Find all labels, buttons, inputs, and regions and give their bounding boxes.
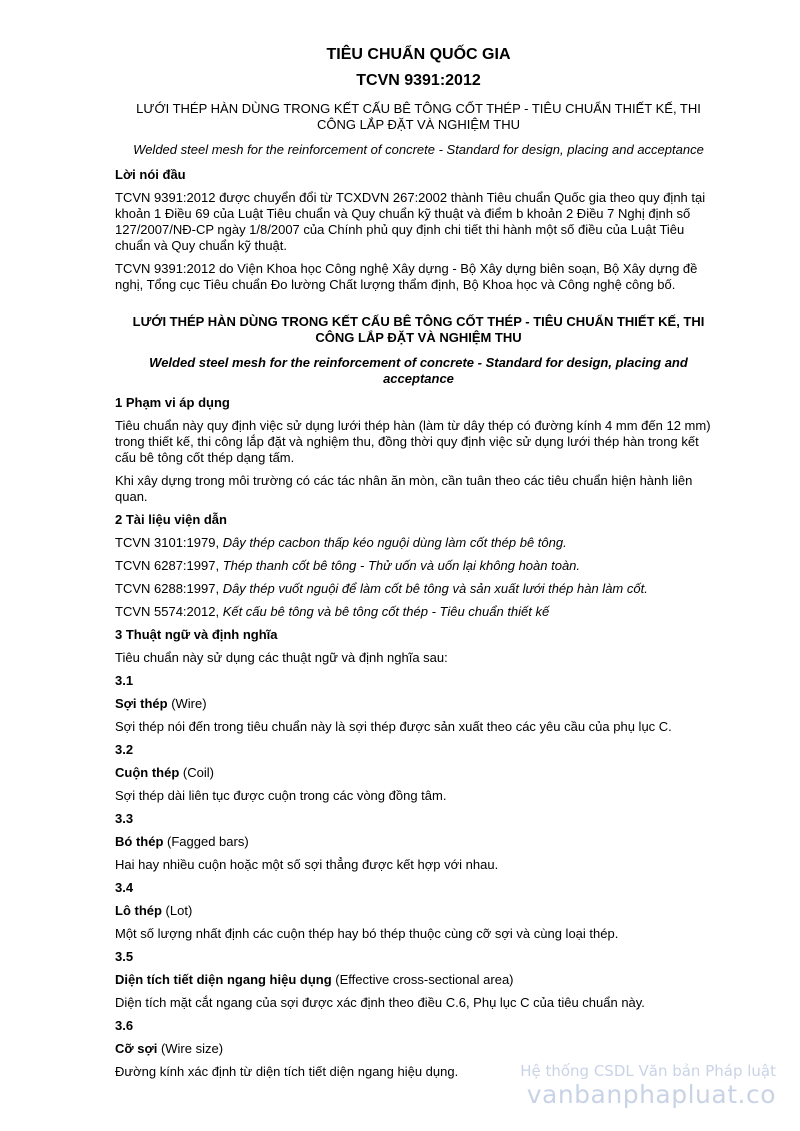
- term-number: 3.3: [115, 811, 134, 826]
- document-title: TIÊU CHUẨN QUỐC GIA: [326, 46, 511, 63]
- watermark: [520, 1062, 776, 1110]
- standard-code: TCVN 9391:2012: [356, 72, 481, 89]
- term-number: 3.5: [115, 949, 134, 964]
- reference-item: TCVN 5574:2012, Kết cấu bê tông và bê tông cốt thép - Tiêu chuẩn thiết kế: [115, 604, 550, 619]
- body-english-title: Welded steel mesh for the reinforcement of concrete - Standard for design, placing and acceptance: [149, 355, 688, 386]
- term-definition: Sợi thép dài liên tục được cuộn trong các vòng đồng tâm.: [115, 788, 447, 803]
- foreword-paragraph: TCVN 9391:2012 do Viện Khoa học Công nghệ Xây dựng - Bộ Xây dựng biên soạn, Bộ Xây dựng đề nghị, Tổng cục Tiêu chuẩn Đo lường Chất lượng thẩm định, Bộ Khoa học và Công nghệ công bố.: [115, 261, 698, 292]
- section-paragraph: Tiêu chuẩn này quy định việc sử dụng lưới thép hàn (làm từ dây thép có đường kính 4 mm đến 12 mm) trong thiết kế, thi công lắp đặt và nghiệm thu, đồng thời quy định việc sử dụng lưới thép hàn trong kết cấu bê tông cốt thép dạng tấm.: [115, 418, 711, 465]
- reference-item: TCVN 6287:1997, Thép thanh cốt bê tông - Thử uốn và uốn lại không hoàn toàn.: [115, 558, 581, 573]
- document-page: [115, 45, 722, 1087]
- foreword-paragraph: TCVN 9391:2012 được chuyển đổi từ TCXDVN 267:2002 thành Tiêu chuẩn Quốc gia theo quy định tại khoản 1 Điều 69 của Luật Tiêu chuẩn và Quy chuẩn kỹ thuật và điểm b khoản 2 Điều 7 Nghị định số 127/2007/NĐ-CP ngày 1/8/2007 của Chính phủ quy định chi tiết thi hành một số điều của Luật Tiêu chuẩn và Quy chuẩn kỹ thuật.: [115, 190, 706, 253]
- english-title: Welded steel mesh for the reinforcement of concrete - Standard for design, placing and acceptance: [133, 142, 704, 157]
- body-title: LƯỚI THÉP HÀN DÙNG TRONG KẾT CẤU BÊ TÔNG CỐT THÉP - TIÊU CHUẨN THIẾT KẾ, THI CÔNG LẮP ĐẶT VÀ NGHIỆM THU: [132, 314, 705, 345]
- section-paragraph: Khi xây dựng trong môi trường có các tác nhân ăn mòn, cần tuân theo các tiêu chuẩn hiện hành liên quan.: [115, 473, 693, 504]
- term-definition: Diện tích mặt cắt ngang của sợi được xác định theo điều C.6, Phụ lục C của tiêu chuẩn này.: [115, 995, 645, 1010]
- term-name: Lô thép (Lot): [115, 903, 193, 918]
- watermark-caption: Hệ thống CSDL Văn bản Pháp luật: [520, 1062, 776, 1080]
- term-number: 3.2: [115, 742, 134, 757]
- term-number: 3.6: [115, 1018, 134, 1033]
- term-definition: Một số lượng nhất định các cuộn thép hay bó thép thuộc cùng cỡ sợi và cùng loại thép.: [115, 926, 619, 941]
- term-definition: Hai hay nhiều cuộn hoặc một số sợi thẳng được kết hợp với nhau.: [115, 857, 499, 872]
- reference-item: TCVN 3101:1979, Dây thép cacbon thấp kéo nguội dùng làm cốt thép bê tông.: [115, 535, 567, 550]
- term-name: Diện tích tiết diện ngang hiệu dụng (Effective cross-sectional area): [115, 972, 514, 987]
- term-name: Bó thép (Fagged bars): [115, 834, 249, 849]
- term-number: 3.4: [115, 880, 134, 895]
- term-number: 3.1: [115, 673, 134, 688]
- term-definition: Đường kính xác định từ diện tích tiết diện ngang hiệu dụng.: [115, 1064, 459, 1079]
- reference-item: TCVN 6288:1997, Dây thép vuốt nguội để làm cốt bê tông và sản xuất lưới thép hàn làm cốt.: [115, 581, 648, 596]
- section-heading: 1 Phạm vi áp dụng: [115, 395, 230, 410]
- term-name: Cuộn thép (Coil): [115, 765, 214, 780]
- section-heading: 3 Thuật ngữ và định nghĩa: [115, 627, 278, 642]
- foreword-heading: Lời nói đầu: [115, 167, 186, 182]
- term-definition: Sợi thép nói đến trong tiêu chuẩn này là sợi thép được sản xuất theo các yêu cầu của phụ lục C.: [115, 719, 672, 734]
- watermark-domain: vanbanphapluat.co: [526, 1080, 776, 1109]
- section-heading: 2 Tài liệu viện dẫn: [115, 512, 227, 527]
- term-name: Cỡ sợi (Wire size): [115, 1041, 224, 1056]
- term-name: Sợi thép (Wire): [115, 696, 207, 711]
- section-paragraph: Tiêu chuẩn này sử dụng các thuật ngữ và định nghĩa sau:: [115, 650, 448, 665]
- document-subtitle: LƯỚI THÉP HÀN DÙNG TRONG KẾT CẤU BÊ TÔNG CỐT THÉP - TIÊU CHUẨN THIẾT KẾ, THI CÔNG LẮP ĐẶT VÀ NGHIỆM THU: [136, 101, 701, 132]
